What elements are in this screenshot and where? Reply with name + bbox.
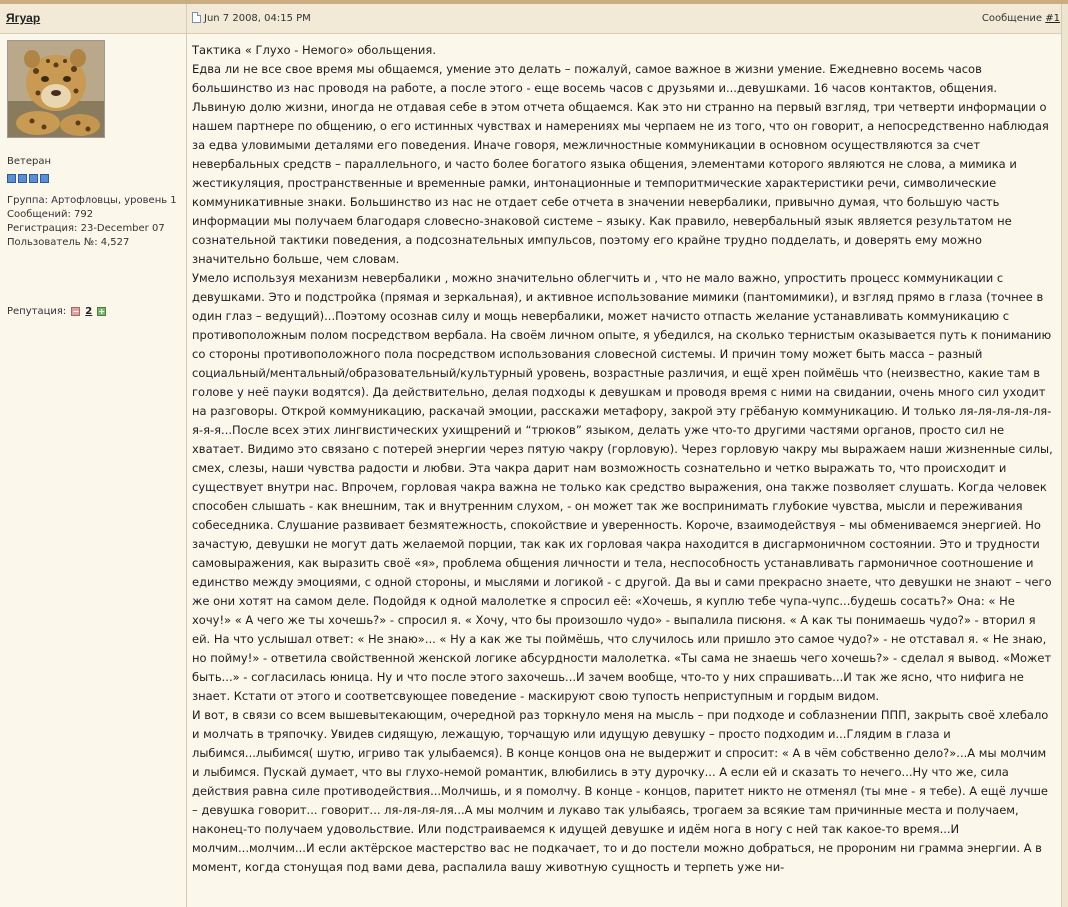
author-name-link[interactable]: Ягуар	[6, 11, 41, 25]
user-group: Группа: Артофловцы, уровень 1	[7, 195, 177, 206]
post-body	[187, 34, 1061, 907]
post-date: Jun 7 2008, 04:15 PM	[204, 13, 311, 24]
user-avatar	[7, 40, 105, 138]
post-header-author-cell	[0, 4, 186, 34]
user-post-count: Сообщений: 792	[7, 209, 94, 220]
user-info-panel	[0, 34, 186, 907]
user-rank: Ветеран	[7, 156, 52, 167]
user-registration: Регистрация: 23-December 07	[7, 223, 165, 234]
post-title-line: Тактика « Глухо - Немого» обольщения.	[192, 43, 436, 57]
jaguar-avatar-image	[8, 41, 105, 138]
reputation-label: Репутация:	[7, 306, 67, 317]
rank-pip-icon	[18, 174, 27, 183]
user-stats	[7, 194, 183, 250]
minus-icon[interactable]: −	[72, 307, 80, 316]
post-paragraph: Умело используя механизм невербалики , можно значительно облегчить и , что не мало важно, упростить процесс коммуникации с девушками. Это и подстройка (прямая и зеркальная), и активное использование мимики (пантомимики), и взгляд прямо в глаза (точнее в один глаз – ведущий)...Поэтому осознав силу и мощь невербалики, может начисто отпасть желание устанавливать коммуникацию с противоположным полом посредством вербала. На своём личном опыте, я убедился, на сколько тернистым оказывается путь к пониманию со стороны противоположного пола посредством использования словесной системы. И причин тому может быть масса – разный социальный/ментальный/образовательный/культурный уровень, возрастные различия, и ещё хрен поймёшь что (неизвестно, какие там в голове у неё пауки водятся). Да действительно, делая подходы к девушкам и проводя время с ними на свидании, очень много сил уходит на разговоры. Открой коммуникацию, раскачай эмоции, расскажи метафору, закрой эту грёбаную коммуникацию. И только ля-ля-ля-ля-ля-я-я-я...После всех этих лингвистических ухищрений и “трюков” языком, делать уже что-то другими частями органов, просто сил не хватает. Видимо это связано с потерей энергии через пятую чакру (горловую). Через горловую чакру мы выражаем наши жизненные силы, смех, слезы, наши чувства радости и любви. Эта чакра дарит нам возможность сознательно и четко выражать то, что происходит и существует внутри нас. Впрочем, горловая чакра важна не только как средство выражения, она также позволяет слушать. Когда человек способен слышать - как внешним, так и внутренним слухом, - он может так же воспринимать глубокие чувства, мысли и переживания собеседника. Слушание развивает безмятежность, спокойствие и уверенность. Короче, взаимодействуя – мы обмениваемся энергией. Но зачастую, девушки не могут дать желаемой порции, так как их горловая чакра находится в дисгармоничном состоянии. Это и трудности самовыражения, как выразить своё «я», проблема общения личности и тела, неспособность устанавливать гармоничное соотношение и единство между эмоциями, с одной стороны, и мыслями и логикой - с другой. Да вы и сами прекрасно знаете, что девушки не знают – чего же они хотят на самом деле. Подойдя к одной малолетке я спросил её: «Хочешь, я куплю тебе чупа-чупс...будешь сосать?» Она: « Не хочу!» « А чего же ты хочешь?» - спросил я. « Хочу, что бы произошло чудо» - выпалила писюня. « А как ты понимаешь чудо?» - вторил я ей. На что услышал ответ: « Не знаю»... « Ну а как же ты поймёшь, что случилось или пришло это самое чудо?» - не отставал я. « Не знаю, но пойму!» - ответила свойственной женской логике абсурдности малолетка. «Ты сама не знаешь чего хочешь?» - сделал я вывод. «Может быть...» - согласилась юница. Ну и что после этого захочешь...И зачем вообще, что-то у них спрашивать...И так же ясно, что нифига не знает. Кстати от этого и соответсвующее поведение - маскируют свою тупость неприступным и гордым видом.	[192, 271, 1053, 703]
reputation	[7, 306, 106, 317]
user-number: Пользователь №: 4,527	[7, 237, 130, 248]
post-paragraph: И вот, в связи со всем вышевытекающим, очередной раз торкнуло меня на мысль – при подходе и соблазнении ППП, закрыть своё хлебало и молчать в тряпочку. Увидев сидящую, лежащую, торчащую или идущую девушку – просто подходим и...Глядим в глаза и лыбимся...лыбимся( шутю, игриво так улыбаемся). В конце концов она не выдержит и спросит: « А в чём собственно дело?»...А мы молчим и лыбимся. Пускай думает, что вы глухо-немой романтик, влюбились в эту дурочку... А если ей и сказать то нечего...Ну что же, сила действия равна силе противодействия...Молчишь, и я помолчу. В конце - концов, паритет никто не отменял (ты мне - я тебе). А ещё лучше – девушка говорит... говорит... ля-ля-ля-ля...А мы молчим и лукаво так улыбаясь, трогаем за всякие там причинные места и получаем, наконец-то получаем удовольствие. Или подстраиваемся к идущей девушке и идём нога в ногу с ней так какое-то время...И молчим...молчим...И если актёрское мастерство вас не подкачает, то и до постели можно добраться, не пророним ни грамма энергии. А в момент, когда стонущая под вами дева, распалила вашу животную сущность и терпеть уже ни-	[192, 708, 1049, 874]
post-number-label: Сообщение	[981, 13, 1043, 24]
forum-post	[0, 4, 1068, 907]
rank-pip-icon	[29, 174, 38, 183]
reputation-value[interactable]: 2	[85, 306, 93, 317]
rank-pip-icon	[40, 174, 49, 183]
rank-pip-icon	[7, 174, 16, 183]
document-icon	[192, 12, 201, 23]
right-edge	[1061, 4, 1068, 907]
plus-icon[interactable]: +	[98, 307, 106, 316]
rank-pips	[7, 168, 51, 177]
post-permalink[interactable]: #1	[1045, 13, 1060, 24]
post-paragraph: Едва ли не все свое время мы общаемся, умение это делать – пожалуй, самое важное в жизни умение. Ежедневно восемь часов большинство из нас проводя на работе, а после этого - еще восемь часов с друзьями и...девушками. 16 часов контактов, общения. Львиную долю жизни, иногда не отдавая себе в этом отчета общаемся. Как это ни странно на первый взгляд, три четверти информации о нашем партнере по общению, о его истинных чувствах и намерениях мы черпаем не из того, что он говорит, а непосредственно наблюдая за едва уловимыми деталями его поведения. Иначе говоря, межличностные коммуникации в основном осуществляются за счет невербальных средств – параллельного, и часто более богатого языка общения, элементами которого являются не слова, а мимика и жестикуляция, пространственные и временные рамки, интонационные и темпоритмические характеристики речи, символические коммуникативные знаки. Большинство из нас не отдает себе отчета в значении невербалики, привычно думая, что большую часть информации мы получаем благодаря словесно-знаковой системе – языку. Как правило, невербальный язык является результатом не сознательной тактики поведения, а подсознательных импульсов, поэтому его крайне трудно подделать, и доверять ему можно значительно больше, чем словам.	[192, 62, 1049, 266]
post-header-meta-cell	[187, 4, 1068, 34]
post-text	[192, 41, 1054, 877]
post-number	[982, 13, 1060, 24]
